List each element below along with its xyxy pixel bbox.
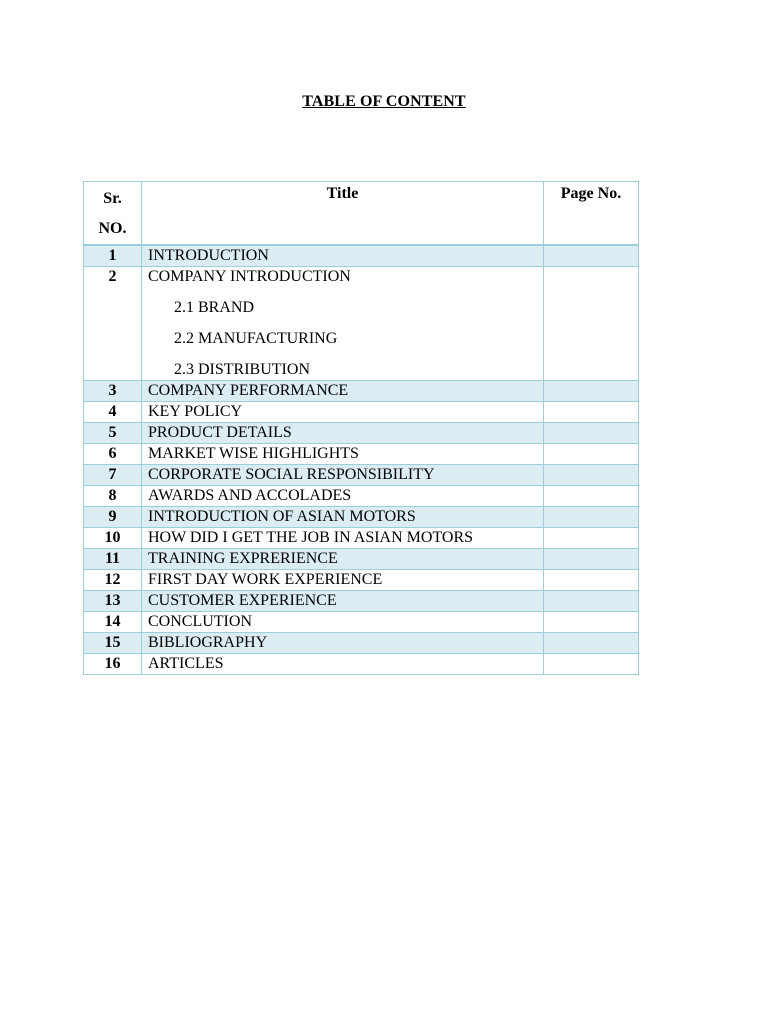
table-row xyxy=(84,507,639,528)
row-title: BIBLIOGRAPHY xyxy=(148,634,268,651)
row-page-no xyxy=(544,465,639,486)
table-row xyxy=(84,465,639,486)
row-page-no xyxy=(544,591,639,612)
row-sr-no: 13 xyxy=(84,591,142,612)
row-page-no xyxy=(544,528,639,549)
row-title: FIRST DAY WORK EXPERIENCE xyxy=(148,571,383,588)
row-sr-no: 2 xyxy=(84,267,142,381)
row-sr-no: 4 xyxy=(84,402,142,423)
row-title-cell xyxy=(142,444,544,465)
header-row xyxy=(84,182,639,246)
row-sr-no: 15 xyxy=(84,633,142,654)
row-subtitle: 2.3 DISTRIBUTION xyxy=(174,361,310,378)
row-sr-no: 9 xyxy=(84,507,142,528)
header-page-no: Page No. xyxy=(544,182,639,246)
row-page-no xyxy=(544,444,639,465)
row-sr-no: 8 xyxy=(84,486,142,507)
row-title-cell xyxy=(142,245,544,267)
header-sr-no xyxy=(84,182,142,246)
row-title: PRODUCT DETAILS xyxy=(148,424,292,441)
table-row xyxy=(84,528,639,549)
row-page-no xyxy=(544,633,639,654)
row-title-cell xyxy=(142,549,544,570)
header-title: Title xyxy=(142,182,544,246)
row-title-cell xyxy=(142,423,544,444)
row-title: TRAINING EXPRERIENCE xyxy=(148,550,338,567)
row-title: ARTICLES xyxy=(148,655,224,672)
row-subtitle: 2.1 BRAND xyxy=(174,299,255,316)
table-row xyxy=(84,654,639,675)
row-sr-no: 5 xyxy=(84,423,142,444)
row-sr-no: 1 xyxy=(84,245,142,267)
table-row xyxy=(84,633,639,654)
table-row xyxy=(84,591,639,612)
row-page-no xyxy=(544,612,639,633)
row-sr-no: 6 xyxy=(84,444,142,465)
row-sr-no: 16 xyxy=(84,654,142,675)
table-row xyxy=(84,381,639,402)
row-sr-no: 10 xyxy=(84,528,142,549)
row-title-cell xyxy=(142,381,544,402)
row-title-cell xyxy=(142,633,544,654)
row-title-cell xyxy=(142,570,544,591)
row-title-cell xyxy=(142,267,544,381)
row-title: CORPORATE SOCIAL RESPONSIBILITY xyxy=(148,466,435,483)
table-row xyxy=(84,570,639,591)
row-title: CONCLUTION xyxy=(148,613,252,630)
table-header xyxy=(84,182,639,246)
row-page-no xyxy=(544,549,639,570)
row-title-cell xyxy=(142,465,544,486)
page-title: TABLE OF CONTENT xyxy=(302,93,466,110)
table-row xyxy=(84,444,639,465)
row-title: AWARDS AND ACCOLADES xyxy=(148,487,352,504)
row-sr-no: 3 xyxy=(84,381,142,402)
row-sr-no: 12 xyxy=(84,570,142,591)
row-sr-no: 7 xyxy=(84,465,142,486)
row-page-no xyxy=(544,267,639,381)
row-page-no xyxy=(544,570,639,591)
row-title: MARKET WISE HIGHLIGHTS xyxy=(148,445,359,462)
row-title-cell xyxy=(142,402,544,423)
row-title-cell xyxy=(142,654,544,675)
row-subtitle: 2.2 MANUFACTURING xyxy=(174,330,338,347)
table-row xyxy=(84,486,639,507)
row-page-no xyxy=(544,381,639,402)
table-row xyxy=(84,267,639,381)
row-title: INTRODUCTION OF ASIAN MOTORS xyxy=(148,508,416,525)
row-page-no xyxy=(544,423,639,444)
row-sr-no: 14 xyxy=(84,612,142,633)
row-page-no xyxy=(544,654,639,675)
header-sr-line2: NO. xyxy=(98,220,127,237)
row-page-no xyxy=(544,486,639,507)
row-title-cell xyxy=(142,528,544,549)
table-of-contents xyxy=(83,181,639,675)
table-row xyxy=(84,402,639,423)
row-title-cell xyxy=(142,507,544,528)
header-sr-line1: Sr. xyxy=(103,190,122,207)
table-row xyxy=(84,612,639,633)
table-body xyxy=(84,245,639,675)
row-sr-no: 11 xyxy=(84,549,142,570)
row-title-cell xyxy=(142,486,544,507)
table-row xyxy=(84,423,639,444)
row-title: CUSTOMER EXPERIENCE xyxy=(148,592,337,609)
row-title: HOW DID I GET THE JOB IN ASIAN MOTORS xyxy=(148,529,474,546)
row-page-no xyxy=(544,507,639,528)
row-title: COMPANY PERFORMANCE xyxy=(148,382,349,399)
row-title-cell xyxy=(142,612,544,633)
row-title: KEY POLICY xyxy=(148,403,243,420)
table-row xyxy=(84,245,639,267)
row-page-no xyxy=(544,245,639,267)
row-title: INTRODUCTION xyxy=(148,247,269,264)
row-page-no xyxy=(544,402,639,423)
row-title: COMPANY INTRODUCTION xyxy=(148,268,351,285)
table-row xyxy=(84,549,639,570)
row-title-cell xyxy=(142,591,544,612)
